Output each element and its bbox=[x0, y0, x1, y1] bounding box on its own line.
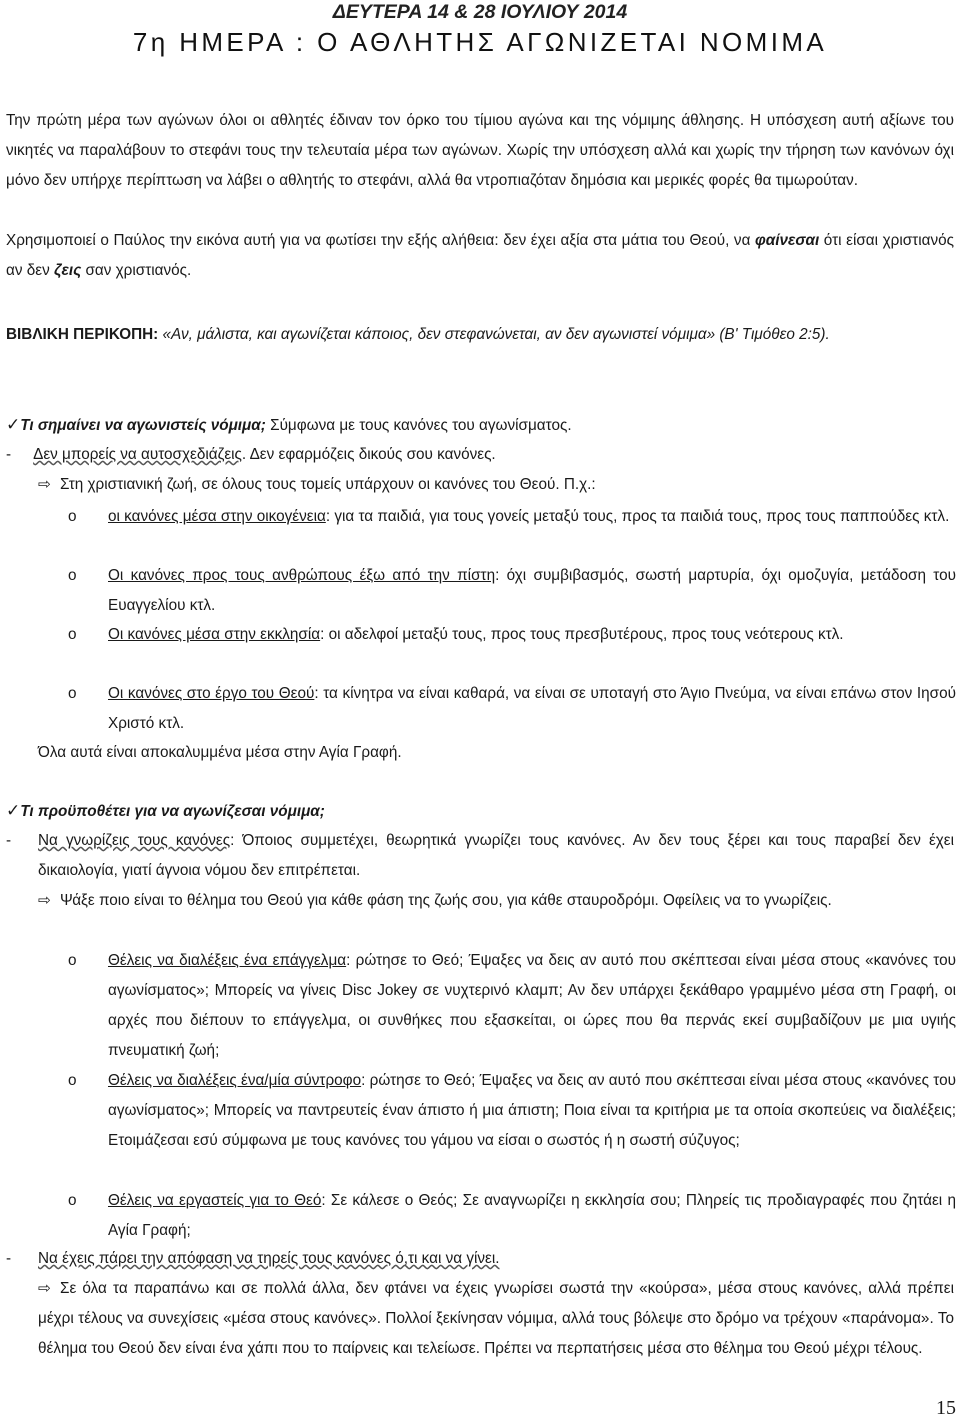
section1-question: Τι σημαίνει να αγωνιστείς νόμιμα; bbox=[20, 417, 266, 434]
dash-marker: - bbox=[6, 446, 12, 463]
arrow-right-icon: ⇨ bbox=[38, 892, 51, 909]
emphasis-appear: φαίνεσαι bbox=[755, 232, 820, 249]
intro-paragraph-2: Χρησιμοποιεί ο Παύλος την εικόνα αυτή για να φωτίσει την εξής αλήθεια: δεν έχει αξία στα μάτια του Θεού, να φαίνεσαι ότι είσαι χριστιανός αν δεν ζεις σαν χριστιανός. bbox=[6, 232, 954, 279]
intro-paragraph: Την πρώτη μέρα των αγώνων όλοι οι αθλητές έδιναν τον όρκο του τίμιου αγώνα και της νόμιμης άθλησης. Η υπόσχεση αυτή αξίωνε του νικητές να παραλάβουν το στεφάνι τους την τελευταία μέρα των αγώνων. Χωρίς την υπόσχεση αλλά και χωρίς την τήρηση των κανόνων όχι μόνο δεν υπήρχε περίπτωση να λάβει ο αθλητής το στεφάνι, αλλά θα ντροπιαζόταν δημόσια και μερικές φορές θα τιμωρούταν. bbox=[6, 112, 954, 189]
list-item: Θέλεις να εργαστείς για το Θεό: Σε κάλεσε ο Θεός; Σε αναγνωρίζει η εκκλησία σου; Πληρείς τις προδιαγραφές που ζητάει η Αγία Γραφή; bbox=[108, 1192, 956, 1239]
bullet-icon: o bbox=[68, 626, 77, 643]
list-item: Οι κανόνες στο έργο του Θεού: τα κίνητρα να είναι καθαρά, να είναι σε υποταγή στο Άγιο Πνεύμα, να είναι επάνω στον Ιησού Χριστό κτλ. bbox=[108, 685, 956, 732]
list-item: Θέλεις να διαλέξεις ένα/μία σύντροφο: ρώτησε το Θεό; Έψαξες να δεις αν αυτό που σκέπτεσαι είναι μέσα στους «κανόνες του αγωνίσματος»; Μπορείς να παντρευτείς έναν άπιστο ή μια άπιστη; Ποια είναι τα κριτήρια με τα οποία σκοπεύεις να διαλέξεις; Ετοιμάζεσαι εσύ σύμφωνα με τους κανόνες του γάμου να είσαι ο σωστός ή η σωστή σύζυγος; bbox=[108, 1072, 956, 1149]
bible-passage bbox=[6, 320, 954, 350]
section2-arrow-note-1: ⇨ Ψάξε ποιο είναι το θέλημα του Θεού για κάθε φάση της ζωής σου, για κάθε σταυροδρόμι. Οφείλεις να το γνωρίζεις. bbox=[38, 886, 954, 916]
section2-question: Τι προϋποθέτει για να αγωνίζεσαι νόμιμα; bbox=[20, 803, 325, 820]
list-item: Θέλεις να διαλέξεις ένα επάγγελμα: ρώτησε το Θεό; Έψαξες να δεις αν αυτό που σκέπτεσαι είναι μέσα στους «κανόνες του αγωνίσματος»; Μπορείς να γίνεις Disc Jokey σε νυχτερινό κλαμπ; Αν δεν υπάρχει ξεκάθαρο γραμμένο μέσα στη Γραφή, οι αρχές που διέπουν το επάγγελμα, οι συνθήκες που εξασκείται, οι ώρες που θα περνάς εκεί συμβαδίζουν με μια υγιής πνευματική ζωή; bbox=[108, 952, 956, 1059]
section2-dash-item-2: - Να έχεις πάρει την απόφαση να τηρείς τους κανόνες ό,τι και να γίνει. bbox=[38, 1244, 954, 1274]
section1-arrow-note: ⇨ Στη χριστιανική ζωή, σε όλους τους τομείς υπάρχουν οι κανόνες του Θεού. Π.χ.: bbox=[38, 470, 954, 500]
section1-dash-item: - Δεν μπορείς να αυτοσχεδιάζεις. Δεν εφαρμόζεις δικούς σου κανόνες. bbox=[6, 446, 496, 463]
bullet-icon: o bbox=[68, 685, 77, 702]
section1-answer: Σύμφωνα με τους κανόνες του αγωνίσματος. bbox=[265, 417, 572, 434]
section2-heading bbox=[6, 796, 954, 827]
bullet-icon: o bbox=[68, 1072, 77, 1089]
bible-passage-quote: «Αν, μάλιστα, και αγωνίζεται κάποιος, δεν στεφανώνεται, αν δεν αγωνιστεί νόμιμα» (Β' Τιμόθεο 2:5). bbox=[158, 326, 830, 343]
section1-heading bbox=[6, 410, 954, 441]
dash-marker: - bbox=[6, 1250, 12, 1267]
section2-dash-item-1: - Να γνωρίζεις τους κανόνες: Όποιος συμμετέχει, θεωρητικά γνωρίζει τους κανόνες. Αν δεν τους ξέρει και τους παραβεί δεν έχει δικαιολογία, γιατί άγνοια νόμου δεν επιτρέπεται. bbox=[38, 826, 954, 886]
page-number: 15 bbox=[936, 1397, 956, 1419]
emphasis-live: ζεις bbox=[53, 262, 82, 279]
bullet-icon: o bbox=[68, 1192, 77, 1209]
arrow-right-icon: ⇨ bbox=[38, 476, 51, 493]
arrow-right-icon: ⇨ bbox=[38, 1280, 51, 1297]
bullet-icon: o bbox=[68, 952, 77, 969]
checkmark-icon: ✓ bbox=[6, 801, 21, 820]
bullet-icon: o bbox=[68, 508, 77, 525]
page-title: 7η ΗΜΕΡΑ : Ο ΑΘΛΗΤΗΣ ΑΓΩΝΙΖΕΤΑΙ ΝΟΜΙΜΑ bbox=[132, 27, 828, 57]
list-item: Οι κανόνες προς τους ανθρώπους έξω από την πίστη: όχι συμβιβασμός, σωστή μαρτυρία, όχι ομοζυγία, μετάδοση του Ευαγγελίου κτλ. bbox=[108, 567, 956, 614]
dash-marker: - bbox=[6, 832, 12, 849]
header-date: ΔΕΥΤΕΡΑ 14 & 28 ΙΟΥΛΙΟΥ 2014 bbox=[332, 1, 628, 23]
section1-conclusion: Όλα αυτά είναι αποκαλυμμένα μέσα στην Αγία Γραφή. bbox=[38, 744, 402, 761]
list-item: Οι κανόνες μέσα στην εκκλησία: οι αδελφοί μεταξύ τους, προς τους πρεσβυτέρους, προς τους νεότερους κτλ. bbox=[108, 626, 844, 643]
bible-passage-label: ΒΙΒΛΙΚΗ ΠΕΡΙΚΟΠΗ: bbox=[6, 326, 159, 343]
bullet-icon: o bbox=[68, 567, 77, 584]
checkmark-icon: ✓ bbox=[6, 415, 21, 434]
list-item: οι κανόνες μέσα στην οικογένεια: για τα παιδιά, για τους γονείς μεταξύ τους, προς τα παιδιά τους, προς τους παππούδες κτλ. bbox=[108, 508, 950, 525]
section2-arrow-note-2: ⇨ Σε όλα τα παραπάνω και σε πολλά άλλα, δεν φτάνει να έχεις γνωρίσει σωστά την «κούρσα», μέσα στους κανόνες, αλλά πρέπει μέχρι τέλους να συνεχίσεις «μέσα στους κανόνες». Πολλοί ξεκίνησαν νόμιμα, αλλά τους βόλεψε στο δρόμο να τρέχουν «παράνομα». Το θέλημα του Θεού δεν είναι ένα χάπι που το παίρνεις και τελείωσε. Πρέπει να περπατήσεις μέσα στο θέλημα του Θεού μέχρι τέλους. bbox=[38, 1274, 954, 1364]
